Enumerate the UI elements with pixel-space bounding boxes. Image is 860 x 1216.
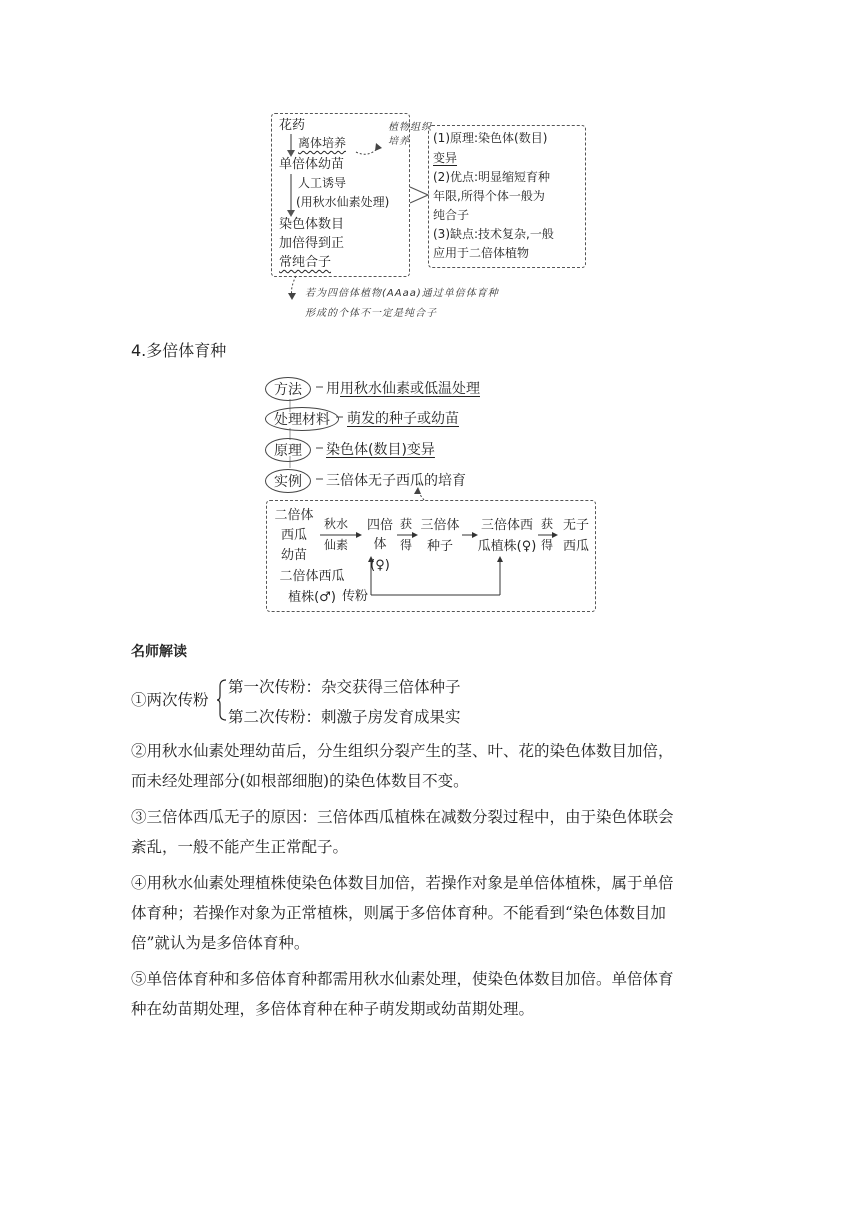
note-2-line-2: 而未经处理部分(如根部细胞)的染色体数目不变。 xyxy=(131,772,469,790)
advantage-line-3: 纯合子 xyxy=(433,208,470,222)
principle-oval xyxy=(265,438,311,462)
colchicine-step-2: 仙素 xyxy=(323,538,348,552)
diploid-seedling-1: 二倍体 xyxy=(274,508,314,523)
tetraploid-note-line-1: 若为四倍体植物(AAaa)通过单倍体育种 xyxy=(305,288,499,299)
triploid-plant-female xyxy=(472,516,542,556)
obtain-step-2-b: 得 xyxy=(540,538,553,552)
tetraploid-female xyxy=(362,516,398,575)
material-text: 萌发的种子或幼苗 xyxy=(347,411,459,427)
in-vitro-culture-label: 离体培养 xyxy=(298,136,347,150)
seedless-watermelon xyxy=(560,516,592,556)
diploid-male-plant-2: 植株(♂) xyxy=(288,590,336,605)
example-oval-label: 实例 xyxy=(274,474,302,490)
tissue-culture-text: 植物组织培养 xyxy=(388,122,432,147)
principle-text: 染色体(数目)变异 xyxy=(326,442,435,458)
anther-label: 花药 xyxy=(279,118,306,133)
diploid-seedling-3: 幼苗 xyxy=(280,548,307,563)
tetraploid-female-1: 四倍体 xyxy=(366,518,393,552)
triploid-seed xyxy=(418,516,462,556)
disadvantage-line-2: 应用于二倍体植物 xyxy=(433,246,530,260)
note-5-line-2: 种在幼苗期处理，多倍体育种在种子萌发期或幼苗期处理。 xyxy=(131,1000,535,1018)
method-text: 用用秋水仙素或低温处理 xyxy=(326,381,480,397)
note-3-line-2: 紊乱，一般不能产生正常配子。 xyxy=(131,838,349,856)
artificial-induction-label: 人工诱导 xyxy=(298,176,347,190)
chromosome-number-label: 染色体数目 xyxy=(279,217,345,232)
notes-body xyxy=(131,736,741,1024)
colchicine-treatment-label: (用秋水仙素处理) xyxy=(296,195,390,209)
diploid-male-plant xyxy=(272,567,352,607)
tetraploid-female-2: (♀) xyxy=(370,558,390,573)
material-oval-label: 处理材料 xyxy=(274,412,330,428)
diploid-seedling xyxy=(270,506,318,566)
note-5-line-1: ⑤单倍体育种和多倍体育种都需用秋水仙素处理，使染色体数目加倍。单倍体育 xyxy=(131,970,674,988)
principle-line-1: (1)原理:染色体(数目) xyxy=(433,131,548,145)
disadvantage-line-1: (3)缺点:技术复杂,一般 xyxy=(433,227,554,241)
homozygote-label: 常纯合子 xyxy=(279,255,332,270)
brace-label: ①两次传粉 xyxy=(131,691,209,709)
obtain-step-1-a: 获 xyxy=(399,517,412,531)
method-oval-label: 方法 xyxy=(274,382,302,398)
note-2-line-1: ②用秋水仙素处理幼苗后，分生组织分裂产生的茎、叶、花的染色体数目加倍， xyxy=(131,742,674,760)
section-title: 4.多倍体育种 xyxy=(131,341,227,360)
note-4-line-3: 倍”就认为是多倍体育种。 xyxy=(131,934,310,952)
triploid-seed-2: 种子 xyxy=(426,539,453,554)
example-oval xyxy=(265,469,311,493)
brace-line-2: 第二次传粉：刺激子房发育成果实 xyxy=(228,708,461,726)
brace-icon xyxy=(216,678,228,722)
method-text-value: 用秋水仙素或低温处理 xyxy=(340,381,480,397)
principle-line-2: 变异 xyxy=(433,151,458,165)
note-3-line-1: ③三倍体西瓜无子的原因：三倍体西瓜植株在减数分裂过程中，由于染色体联会 xyxy=(131,808,674,826)
seedless-watermelon-1: 无子 xyxy=(562,518,589,533)
doubled-label: 加倍得到正 xyxy=(279,236,345,251)
advantage-line-1: (2)优点:明显缩短育种 xyxy=(433,170,551,184)
diploid-male-plant-1: 二倍体西瓜 xyxy=(279,569,345,584)
colchicine-step xyxy=(319,516,353,554)
material-oval xyxy=(265,407,339,431)
obtain-step-2 xyxy=(540,516,554,554)
notes-title: 名师解读 xyxy=(131,644,187,660)
seedless-watermelon-2: 西瓜 xyxy=(562,539,589,554)
advantage-line-2: 年限,所得个体一般为 xyxy=(433,189,545,203)
obtain-step-1 xyxy=(399,516,413,554)
method-oval xyxy=(265,377,311,401)
triploid-seed-1: 三倍体 xyxy=(420,518,460,533)
example-text: 三倍体无子西瓜的培育 xyxy=(326,473,466,489)
tetraploid-note-line-2: 形成的个体不一定是纯合子 xyxy=(305,308,437,319)
diploid-seedling-2: 西瓜 xyxy=(280,528,307,543)
colchicine-step-1: 秋水 xyxy=(323,517,348,531)
note-4-line-1: ④用秋水仙素处理植株使染色体数目加倍，若操作对象是单倍体植株，属于单倍 xyxy=(131,874,674,892)
triploid-plant-2: 瓜植株(♀) xyxy=(477,539,537,554)
triploid-plant-1: 三倍体西 xyxy=(480,518,533,533)
haploid-seedling-label: 单倍体幼苗 xyxy=(279,157,345,172)
note-4-line-2: 体育种；若操作对象为正常植株，则属于多倍体育种。不能看到“染色体数目加 xyxy=(131,904,666,922)
brace-line-1: 第一次传粉：杂交获得三倍体种子 xyxy=(228,678,461,696)
principle-oval-label: 原理 xyxy=(274,443,302,459)
pollination-label: 传粉 xyxy=(342,589,369,604)
obtain-step-1-b: 得 xyxy=(399,538,412,552)
obtain-step-2-a: 获 xyxy=(540,517,553,531)
